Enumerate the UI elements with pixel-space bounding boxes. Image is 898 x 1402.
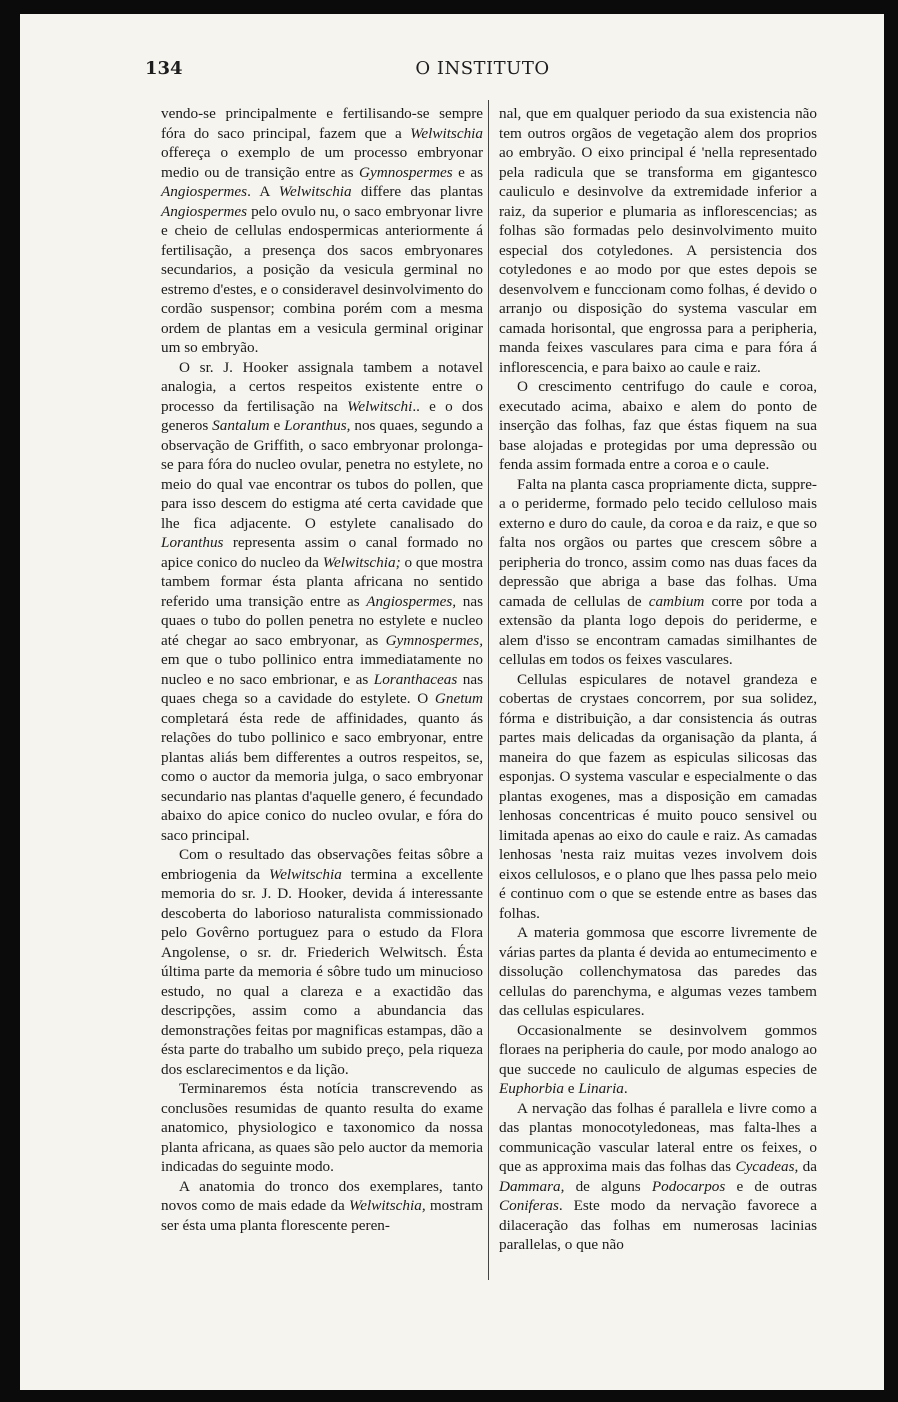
right-column <box>499 104 817 1255</box>
running-title: O INSTITUTO <box>415 58 550 79</box>
paragraph: Terminaremos ésta notícia transcrevendo as conclusões resumidas de quanto resulta do exame anatomico, physiologico e taxonomico da nossa planta africana, as quaes são pelo auctor da memoria indicadas do seguinte modo. <box>161 1080 483 1175</box>
paragraph: nal, que em qualquer periodo da sua existencia não tem outros orgãos de vegetação alem dos proprios ao embryão. O eixo principal é 'nella representado pela radicula que se transforma em gigantesco cauliculo e desinvolve da extremidade inferior a raiz, da superior e plumaria as inflorescencias; as folhas são formadas pelo desinvolvimento muito especial dos cotyledones. A persistencia dos cotyledones e ao modo por que estes depois se desenvolvem e funccionam como folhas, é devido o arranjo ou disposição do systema vascular em camada horisontal, que engrossa para a peripheria, manda feixes vasculares para cima e para fóra á inflorescencia, e para baixo ao caule e raiz. <box>499 105 817 376</box>
paragraph: Occasionalmente se desinvolvem gommos floraes na peripheria do caule, por modo analogo ao que succede no cauliculo de algumas especies de Euphorbia e Linaria. <box>499 1021 817 1097</box>
paragraph: vendo-se principalmente e fertilisando-se sempre fóra do saco principal, fazem que a Welwitschia offereça o exemplo de um processo embryonar medio ou de transição entre as Gymnospermes e as Angiospermes. A Welwitschia differe das plantas Angiospermes pelo ovulo nu, o saco embryonar livre e cheio de cellulas endospermicas anteriormente á fertilisação, a presença dos sacos embryonares secundarios, a posição da vesicula germinal no estremo d'estes, e o consideravel desinvolvimento do cordão suspensor; combina porém com a mesma ordem de plantas em a vesicula germinal originar um so embryão. <box>161 105 484 356</box>
page-header <box>145 58 820 88</box>
paragraph: O crescimento centrifugo do caule e coroa, executado acima, abaixo e alem do ponto de inserção das folhas, faz que éstas fiquem na sua base alojadas e protegidas por uma depressão ou fenda assim formada entre a coroa e o caule. <box>499 378 817 473</box>
paragraph: A materia gommosa que escorre livremente de várias partes da planta é devida ao entumecimento e dissolução collenchymatosa das paredes das cellulas do parenchyma, e algumas vezes tambem das cellulas espiculares. <box>499 924 817 1019</box>
paragraph: A anatomia do tronco dos exemplares, tanto novos como de mais edade da Welwitschia, mostram ser ésta uma planta florescente peren- <box>161 1177 483 1234</box>
paragraph: A nervação das folhas é parallela e livre como a das plantas monocotyledoneas, mas falta-lhes a communicação vascular lateral entre os feixes, o que as approxima mais das folhas das Cycadeas, da Dammara, de alguns Podocarpos e de outras Coniferas. Este modo da nervação favorece a dilaceração das folhas em numerosas lacinias parallelas, o que não <box>499 1099 817 1253</box>
paragraph: O sr. J. Hooker assignala tambem a notavel analogia, a certos respeitos existente entre o processo da fertilisação na Welwitschi.. e o dos generos Santalum e Loranthus, nos quaes, segundo a observação de Griffith, o saco embryonar prolonga-se para fóra do nucleo ovular, penetra no estylete, no meio do qual vae encontrar os tubos do pollen, que para isso descem do estigma até certa cavidade que lhe fica adjacente. O estylete canalisado do Loranthus representa assim o canal formado no apice conico do nucleo da Welwitschia; o que mostra tambem formar ésta planta africana no sentido referido uma transição entre as Angiospermes, nas quaes o tubo do pollen penetra no estylete e nucleo até chegar ao saco embryonar, as Gymnospermes, em que o tubo pollinico entra immediatamente no nucleo e no saco embrionar, e as Loranthaceas nas quaes chega so a cavidade do estylete. O Gnetum completará ésta rede de affinidades, quanto ás relações do tubo pollinico e saco embryonar, entre plantas aliás bem differentes a outros respeitos, se, como o auctor da memoria julga, o saco embryonar secundario nas plantas d'aquelle genero, é fecundado abaixo do apice conico do nucleo ovular, e fóra do saco principal. <box>161 358 484 844</box>
left-column <box>161 104 483 1235</box>
page-number: 134 <box>145 58 183 79</box>
paragraph: Com o resultado das observações feitas sôbre a embriogenia da Welwitschia termina a excellente memoria do sr. J. D. Hooker, devida á interessante descoberta do laborioso naturalista commissionado pelo Govêrno portuguez para o estudo da Flora Angolense, o sr. dr. Friederich Welwitsch. Ésta última parte da memoria é sôbre tudo um minucioso estudo, no qual a clareza e a exactidão das descripções, assim como a abundancia das demonstrações feitas por magnificas estampas, dão a ésta parte do trabalho um subido preço, pela riqueza dos esclarecimentos e da lição. <box>161 846 483 1078</box>
paragraph: Falta na planta casca propriamente dicta, suppre-a o periderme, formado pelo tecido celluloso mais externo e duro do caule, da coroa e da raiz, e que so falta nos orgãos ou partes que crescem sôbre a peripheria do tronco, assim como nas duas faces da depressão que abriga a base das folhas. Uma camada de cellulas de cambium corre por toda a extensão da planta logo depois do periderme, e alem d'isso se encontram camadas similhantes de cellulas em todos os feixes vasculares. <box>499 475 817 668</box>
column-divider <box>488 100 489 1280</box>
paragraph: Cellulas espiculares de notavel grandeza e cobertas de crystaes concorrem, por sua solidez, fórma e distribuição, a dar consistencia ás outras partes mais delicadas da organisação da planta, á maneira do que fazem as espiculas silicosas das esponjas. O systema vascular e especialmente o das plantas exogenes, mas a disposição em camadas lenhosas concentricas é muito pouco sensivel ou limitada apenas ao eixo do caule e raiz. As camadas lenhosas 'nesta raiz muitas vezes involvem dois eixos cellulosos, e o plano que lhes passa pelo meio é continuo com o que se estende entre as bases das folhas. <box>499 670 817 922</box>
